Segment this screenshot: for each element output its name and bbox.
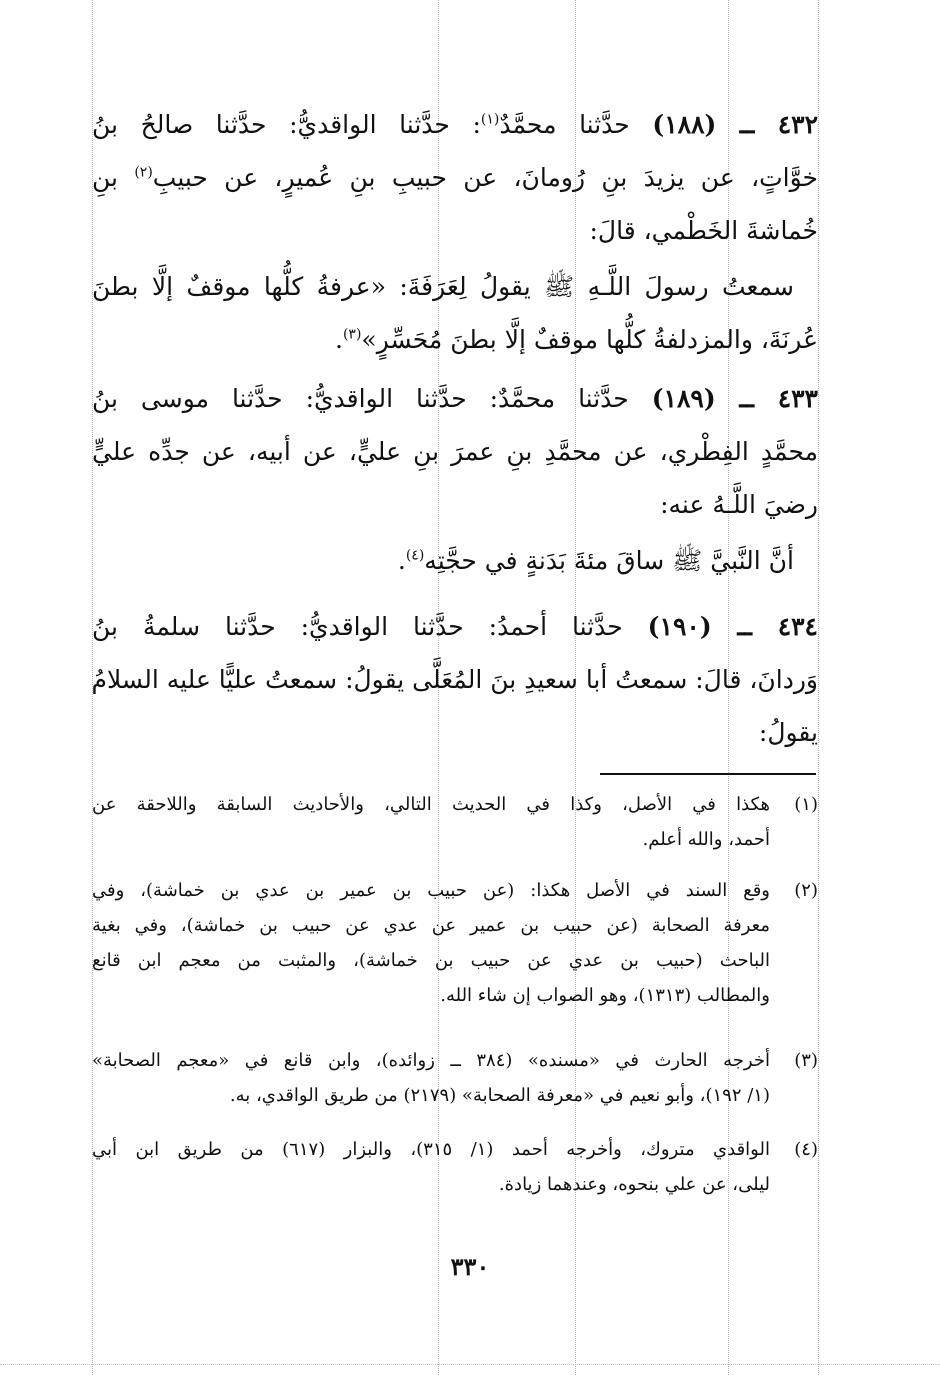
text-run: . [334,325,343,354]
footnote-line: الواقدي متروك، وأخرجه أحمد (١/ ٣١٥)، والبزار (٦١٧) من طريق ابن أبي [92,1139,770,1160]
footnote-line: أخرجه الحارث في «مسنده» (٣٨٤ ــ زوائده)، وابن قانع في «معجم الصحابة» [92,1050,770,1071]
text-line [92,313,818,366]
footnote-4 [92,1132,818,1202]
footnote-body [92,1132,770,1202]
hadith-number: ٤٣٣ ــ (١٨٩) [651,384,818,413]
page-number: ٣٣٠ [450,1252,490,1281]
footnote-number: (٢) [794,880,818,901]
text-line: يقولُ: [758,718,818,747]
footnote-number: (١) [794,794,818,815]
text-run: : حدَّثنا الواقديُّ: حدَّثنا صالحُ بنُ [92,110,481,139]
footnote-line: (١/ ١٩٢)، وأبو نعيم في «معرفة الصحابة» (٢١٧٩) من طريق الواقدي، به. [229,1085,770,1106]
hadith-isnad [92,600,818,759]
footnote-line: الباحث (حبيب بن عدي عن حبيب بن خماشة)، والمثبت من معجم ابن قانع [92,950,770,971]
text-line [92,372,818,425]
footnote-1 [92,787,818,857]
text-run: خوَّاتٍ، عن يزيدَ بنِ رُومانَ، عن حبيبِ بنِ عُميرٍ، عن حبيبِ [152,163,818,192]
text-run: . [397,546,406,575]
text-line [92,98,818,151]
text-line: خُماشةَ الخَطْمي، قالَ: [589,216,818,245]
text-run: بنِ [92,163,118,192]
text-run: حدَّثنا محمَّدٌ: حدَّثنا الواقديُّ: حدَّثنا موسى بنُ [92,384,629,413]
footnote-2 [92,873,818,1013]
text-run: أنَّ النَّبيَّ ﷺ ساقَ مئةَ بَدَنةٍ في حجَّتِه [424,546,794,575]
text-line: رضيَ اللَّـهُ عنه: [660,490,818,519]
footnote-line: والمطالب (١٣١٣)، وهو الصواب إن شاء الله. [440,985,770,1006]
hadith-matn [92,534,818,587]
footnote-ref[interactable]: (٤) [405,547,425,564]
footnote-line: معرفة الصحابة (عن حبيب بن عمير عن عدي عن حبيب بن خماشة)، وفي بغية [92,915,770,936]
footnote-line: أحمد، والله أعلم. [642,829,770,850]
hadith-isnad [92,372,818,531]
footnote-ref[interactable]: (٣) [342,326,362,343]
guide-line [818,0,819,1375]
text-line: سمعتُ رسولَ اللَّـهِ ﷺ يقولُ لِعَرَفَةَ: «عرفةُ كلُّها موقفٌ إلَّا بطنَ [92,272,794,301]
footnote-line: وقع السند في الأصل هكذا: (عن حبيب بن عمير بن عدي بن خماشة)، وفي [92,880,770,901]
footnote-3 [92,1043,818,1113]
footnote-body [92,873,770,1013]
footnote-ref[interactable]: (١) [480,111,500,128]
footnote-number: (٣) [794,1050,818,1071]
text-line [92,151,818,204]
text-run: حدَّثنا محمَّدٌ [499,110,630,139]
footnote-body [92,787,770,857]
text-line: وَردانَ، قالَ: سمعتُ أبا سعيدِ بنَ المُعَلَّى يقولُ: سمعتُ عليًّا عليه السلامُ [91,665,818,694]
footnote-number: (٤) [794,1139,818,1160]
footnote-ref[interactable]: (٢) [134,164,153,181]
guide-line [0,1364,940,1365]
footnote-body [92,1043,770,1113]
hadith-number: ٤٣٢ ــ (١٨٨) [652,110,819,139]
text-line [92,534,818,587]
text-run: عُرنَةَ، والمزدلفةُ كلُّها موقفٌ إلَّا بطنَ مُحَسِّرٍ» [361,325,818,354]
hadith-number: ٤٣٤ ــ (١٩٠) [647,612,818,641]
text-line [92,600,818,653]
footnote-line: هكذا في الأصل، وكذا في الحديث التالي، والأحاديث السابقة واللاحقة عن [92,794,770,815]
hadith-isnad [92,98,818,257]
footnote-line: ليلى، عن علي بنحوه، وعندهما زيادة. [498,1174,770,1195]
hadith-matn [92,260,818,366]
text-line: محمَّدٍ الفِطْري، عن محمَّدِ بنِ عمرَ بنِ عليٍّ، عن أبيه، عن جدِّه عليٍّ [92,437,818,466]
text-run: حدَّثنا أحمدُ: حدَّثنا الواقديُّ: حدَّثنا سلمةُ بنُ [92,612,623,641]
footnote-separator [600,773,816,775]
